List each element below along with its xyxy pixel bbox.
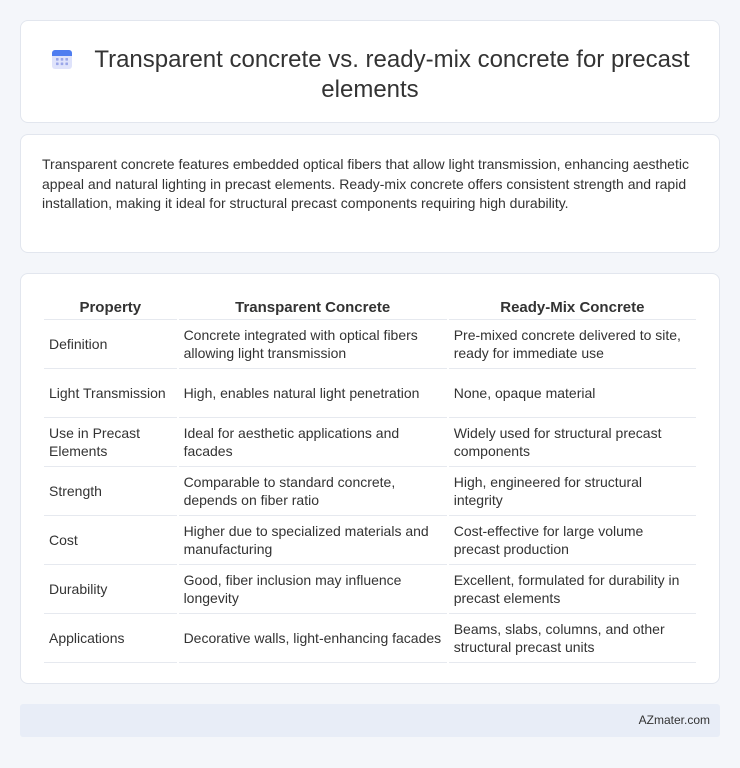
comparison-table <box>42 296 698 663</box>
table-header-row <box>44 296 696 320</box>
table-row <box>44 565 696 614</box>
row-transparent-value: Ideal for aesthetic applications and facades <box>179 418 447 467</box>
header-property: Property <box>44 296 177 320</box>
summary-text: Transparent concrete features embedded optical fibers that allow light transmission, enhancing aesthetic appeal and natural lighting in precast elements. Ready-mix concrete offers consistent strength and rapid installation, making it ideal for structural precast components requiring high durability. <box>42 156 689 211</box>
row-property: Definition <box>44 320 177 369</box>
table-row <box>44 320 696 369</box>
row-readymix-value: Beams, slabs, columns, and other structural precast units <box>449 614 696 663</box>
table-row <box>44 614 696 663</box>
row-property: Applications <box>44 614 177 663</box>
row-readymix-value: Widely used for structural precast components <box>449 418 696 467</box>
row-transparent-value: High, enables natural light penetration <box>179 369 447 418</box>
summary-card <box>20 134 720 253</box>
row-property: Durability <box>44 565 177 614</box>
row-property: Strength <box>44 467 177 516</box>
row-transparent-value: Decorative walls, light-enhancing facades <box>179 614 447 663</box>
row-transparent-value: Comparable to standard concrete, depends on fiber ratio <box>179 467 447 516</box>
row-readymix-value: None, opaque material <box>449 369 696 418</box>
row-property: Light Transmission <box>44 369 177 418</box>
row-transparent-value: Higher due to specialized materials and manufacturing <box>179 516 447 565</box>
row-readymix-value: Cost-effective for large volume precast production <box>449 516 696 565</box>
row-transparent-value: Concrete integrated with optical fibers allowing light transmission <box>179 320 447 369</box>
table-row <box>44 418 696 467</box>
table-row <box>44 467 696 516</box>
row-property: Use in Precast Elements <box>44 418 177 467</box>
footer-brand: AZmater.com <box>638 713 710 727</box>
row-transparent-value: Good, fiber inclusion may influence longevity <box>179 565 447 614</box>
row-property: Cost <box>44 516 177 565</box>
title-card <box>20 20 720 123</box>
row-readymix-value: High, engineered for structural integrity <box>449 467 696 516</box>
comparison-card <box>20 273 720 684</box>
page-title-text: Transparent concrete vs. ready-mix concrete for precast elements <box>94 46 690 103</box>
row-readymix-value: Pre-mixed concrete delivered to site, ready for immediate use <box>449 320 696 369</box>
footer-bar <box>20 704 720 737</box>
table-row <box>44 369 696 418</box>
header-ready-mix-concrete: Ready-Mix Concrete <box>449 296 696 320</box>
calendar-icon <box>50 47 74 71</box>
page-title <box>21 45 719 105</box>
row-readymix-value: Excellent, formulated for durability in precast elements <box>449 565 696 614</box>
table-row <box>44 516 696 565</box>
header-transparent-concrete: Transparent Concrete <box>179 296 447 320</box>
